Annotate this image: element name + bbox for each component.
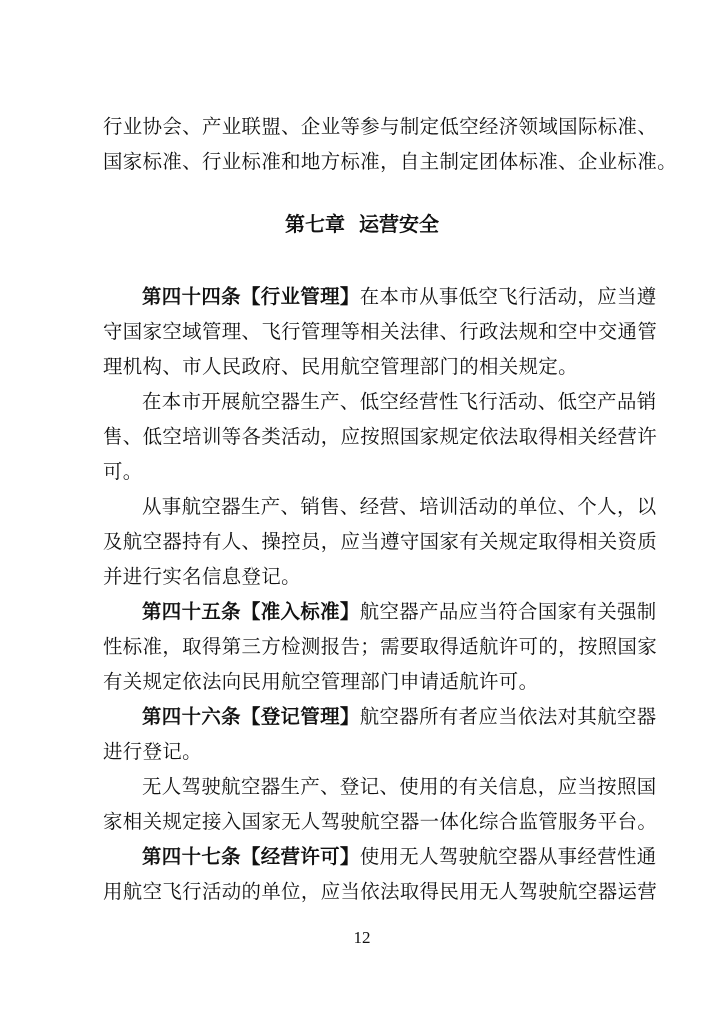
text-line: 家相关规定接入国家无人驾驶航空器一体化综合监管服务平台。	[103, 810, 658, 833]
text-line: 性标准，取得第三方检测报告；需要取得适航许可的，按照国家	[103, 635, 658, 658]
article-46-first-line	[103, 699, 657, 734]
article-text: 在本市从事低空飞行活动，应当遵	[359, 285, 657, 308]
article-number: 第四十七条	[142, 845, 241, 868]
text-line: 在本市开展航空器生产、低空经营性飞行活动、低空产品销	[142, 390, 657, 413]
chapter-title: 第七章 运营安全	[285, 212, 439, 236]
text-line: 行业协会、产业联盟、企业等参与制定低空经济领域国际标准、	[103, 115, 658, 138]
article-number: 第四十四条	[142, 285, 241, 308]
article-title: 【准入标准】	[240, 600, 360, 623]
text-line: 理机构、市人民政府、民用航空管理部门的相关规定。	[103, 355, 578, 378]
article-44-first-line	[103, 279, 657, 314]
article-title: 【经营许可】	[240, 845, 360, 868]
page-number: 12	[353, 928, 371, 947]
text-line: 从事航空器生产、销售、经营、培训活动的单位、个人，以	[142, 495, 657, 518]
article-title: 【行业管理】	[240, 285, 360, 308]
article-title: 【登记管理】	[240, 705, 360, 728]
text-line: 进行登记。	[103, 740, 202, 763]
article-text: 使用无人驾驶航空器从事经营性通	[359, 845, 657, 868]
text-line: 售、低空培训等各类活动，应按照国家规定依法取得相关经营许	[103, 425, 658, 448]
article-number: 第四十六条	[142, 705, 241, 728]
text-line: 可。	[103, 460, 143, 483]
intro-paragraph	[103, 109, 677, 179]
article-45-first-line	[103, 594, 657, 629]
article-47-first-line	[103, 839, 657, 874]
text-line: 无人驾驶航空器生产、登记、使用的有关信息，应当按照国	[142, 775, 657, 798]
articles-body	[103, 279, 658, 909]
text-line: 国家标准、行业标准和地方标准，自主制定团体标准、企业标准。	[103, 150, 677, 173]
article-number: 第四十五条	[142, 600, 241, 623]
article-text: 航空器所有者应当依法对其航空器	[359, 705, 657, 728]
article-text: 航空器产品应当符合国家有关强制	[359, 600, 657, 623]
text-line: 并进行实名信息登记。	[103, 565, 301, 588]
text-line: 及航空器持有人、操控员，应当遵守国家有关规定取得相关资质	[103, 530, 658, 553]
text-line: 用航空飞行活动的单位，应当依法取得民用无人驾驶航空器运营	[103, 880, 658, 903]
text-line: 有关规定依法向民用航空管理部门申请适航许可。	[103, 670, 539, 693]
text-line: 守国家空域管理、飞行管理等相关法律、行政法规和空中交通管	[103, 320, 658, 343]
